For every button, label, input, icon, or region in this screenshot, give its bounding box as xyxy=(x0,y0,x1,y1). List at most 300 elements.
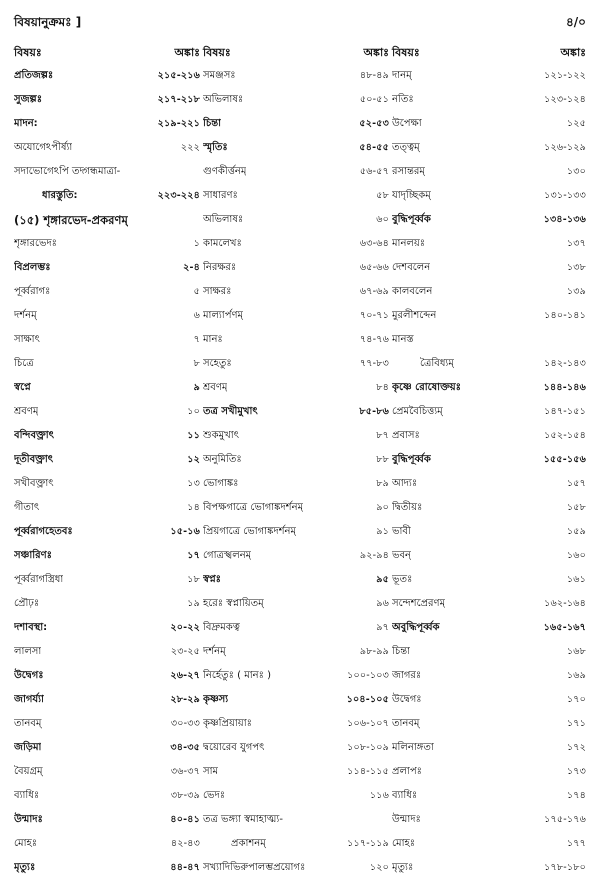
entry-page-range: ৫০-৫১ xyxy=(359,94,389,105)
index-entry xyxy=(14,760,200,784)
index-entry xyxy=(14,232,200,256)
entry-page-range: ৯২-৯৪ xyxy=(359,550,389,561)
entry-topic: শ্রবণম্ xyxy=(203,382,228,393)
index-entry xyxy=(14,640,200,664)
index-entry xyxy=(392,808,586,832)
index-entry xyxy=(392,232,586,256)
entry-page-range: ২২৩-২২৪ xyxy=(157,190,200,201)
entry-topic: প্রকাশনম্ xyxy=(231,838,266,849)
index-entry xyxy=(392,328,586,352)
entry-page-range: ১১৪-১১৫ xyxy=(347,766,389,777)
index-entry xyxy=(392,448,586,472)
index-entry xyxy=(392,856,586,880)
index-entry xyxy=(14,352,200,376)
entry-topic: দর্শনম্ xyxy=(203,646,226,657)
entry-topic: অবুদ্ধিপূর্ব্বক xyxy=(392,622,440,633)
entry-page-range: ২১৫-২১৬ xyxy=(157,70,200,81)
entry-page-range: ১৬২-১৬৪ xyxy=(544,598,586,609)
entry-topic: তানবম্ xyxy=(14,718,42,729)
index-entry xyxy=(14,376,200,400)
index-rows xyxy=(392,64,586,880)
entry-topic: সদাভোগেঽপি তদ্গন্ধমাত্রা- xyxy=(14,166,121,177)
index-rows xyxy=(203,64,389,880)
entry-page-range: ১৭২ xyxy=(566,742,586,753)
index-entry xyxy=(392,208,586,232)
entry-topic: নিরক্ষরঃ xyxy=(203,262,237,273)
entry-topic: ভাবী xyxy=(392,526,411,537)
index-entry xyxy=(14,616,200,640)
index-entry xyxy=(203,304,389,328)
entry-topic: প্রতিজল্পঃ xyxy=(14,70,54,81)
index-entry xyxy=(203,640,389,664)
entry-page-range: ১২০ xyxy=(369,862,389,873)
index-entry xyxy=(14,688,200,712)
index-entry xyxy=(14,544,200,568)
column-header-topic: বিষয়ঃ xyxy=(14,46,42,59)
entry-topic: মৃত্যুঃ xyxy=(14,862,36,873)
index-entry xyxy=(14,808,200,832)
entry-topic: চিত্রে xyxy=(14,358,34,369)
index-column-1 xyxy=(14,44,200,880)
index-entry xyxy=(14,424,200,448)
entry-topic: শুকমুখাৎ xyxy=(203,430,239,441)
entry-page-range: ১৭ xyxy=(187,550,200,561)
index-entry xyxy=(203,160,389,184)
index-entry xyxy=(392,640,586,664)
index-entry xyxy=(203,280,389,304)
entry-page-range: ১৭৮-১৮০ xyxy=(544,862,586,873)
index-entry xyxy=(14,256,200,280)
entry-topic: দেশবলেন xyxy=(392,262,431,273)
entry-topic: যাদৃচ্ছিকম্ xyxy=(392,190,431,201)
index-entry xyxy=(203,616,389,640)
entry-topic: বৈয়গ্রম্ xyxy=(14,766,43,777)
index-entry xyxy=(14,400,200,424)
entry-topic: হরেঃ স্বপ্নায়িতম্ xyxy=(203,598,264,609)
entry-topic: জাগরঃ xyxy=(392,670,422,681)
index-entry xyxy=(14,448,200,472)
entry-topic: বুদ্ধিপূর্ব্বক xyxy=(392,214,431,225)
entry-topic: কালবলেন xyxy=(392,286,433,297)
entry-topic: মুরলীশব্দেন xyxy=(392,310,437,321)
entry-topic: ধারস্তুতি: xyxy=(42,190,78,201)
entry-page-range: ১৬৯ xyxy=(566,670,586,681)
index-entry xyxy=(203,520,389,544)
index-entry xyxy=(203,232,389,256)
entry-page-range: ১৪২-১৪৩ xyxy=(544,358,586,369)
entry-page-range: ২৮-২৯ xyxy=(170,694,200,705)
index-entry xyxy=(14,472,200,496)
entry-topic: ত্রৈবিধ্যম্ xyxy=(420,358,454,369)
index-entry xyxy=(14,328,200,352)
index-entry xyxy=(203,208,389,232)
entry-page-range: ২০-২২ xyxy=(170,622,200,633)
entry-page-range: ১০৬-১০৭ xyxy=(347,718,389,729)
index-entry xyxy=(203,112,389,136)
index-entry xyxy=(14,520,200,544)
index-entry xyxy=(14,280,200,304)
entry-topic: উদ্বেগঃ xyxy=(392,694,422,705)
index-entry xyxy=(14,736,200,760)
entry-topic: স্বপ্নঃ xyxy=(203,574,221,585)
entry-page-range: ৯৫ xyxy=(376,574,389,585)
entry-page-range: ৪৮-৪৯ xyxy=(359,70,389,81)
entry-topic: মলিনাঙ্গতা xyxy=(392,742,434,753)
index-columns xyxy=(14,44,586,873)
entry-page-range: ১০০-১০৩ xyxy=(347,670,389,681)
index-entry xyxy=(14,88,200,112)
entry-page-range: ৭৭-৮৩ xyxy=(359,358,389,369)
entry-page-range: ৯৭ xyxy=(376,622,389,633)
index-entry xyxy=(14,160,200,184)
index-entry xyxy=(203,88,389,112)
index-entry xyxy=(14,568,200,592)
entry-page-range: ১২৫ xyxy=(566,118,586,129)
index-entry xyxy=(14,208,200,232)
entry-page-range: ১৪০-১৪১ xyxy=(544,310,586,321)
entry-page-range: ১৭৩ xyxy=(566,766,586,777)
entry-page-range: ১৩০ xyxy=(566,166,586,177)
index-entry xyxy=(392,520,586,544)
column-header-topic: বিষয়ঃ xyxy=(203,46,231,59)
entry-page-range: ৬৭-৬৯ xyxy=(359,286,389,297)
entry-page-range: ১৩৮ xyxy=(566,262,586,273)
entry-page-range: ৭ xyxy=(193,334,200,345)
index-entry xyxy=(392,112,586,136)
index-entry xyxy=(203,568,389,592)
entry-page-range: ১৪ xyxy=(187,502,200,513)
entry-topic: অযোগেঽপীর্ষ্যা xyxy=(14,142,73,153)
entry-topic: সঞ্চারিণঃ xyxy=(14,550,52,561)
index-entry xyxy=(203,688,389,712)
entry-page-range: ১৩৯ xyxy=(566,286,586,297)
entry-page-range: ৮৮ xyxy=(376,454,389,465)
entry-topic: তত্ত্বম্ xyxy=(392,142,420,153)
column-header-page: অঙ্কাঃ xyxy=(560,46,586,59)
entry-page-range: ৮ xyxy=(193,358,200,369)
entry-page-range: ৮৯ xyxy=(376,478,389,489)
index-entry xyxy=(392,496,586,520)
entry-topic: পূর্ব্বরাগহেতবঃ xyxy=(14,526,73,537)
entry-page-range: ১১৬ xyxy=(369,790,389,801)
entry-page-range: ১১ xyxy=(187,430,200,441)
entry-topic: অনুমিতিঃ xyxy=(203,454,242,465)
index-entry xyxy=(392,304,586,328)
entry-topic: বুদ্ধিপূর্ব্বক xyxy=(392,454,431,465)
entry-page-range: ১০৮-১০৯ xyxy=(347,742,389,753)
entry-page-range: ১৫২-১৫৪ xyxy=(544,430,586,441)
entry-page-range: ১৫-১৬ xyxy=(170,526,200,537)
column-header xyxy=(14,44,200,62)
entry-topic: সুজল্পঃ xyxy=(14,94,43,105)
index-entry xyxy=(14,664,200,688)
entry-page-range: ১৭০ xyxy=(566,694,586,705)
index-entry xyxy=(392,472,586,496)
entry-topic: জড়িমা xyxy=(14,742,42,753)
index-entry xyxy=(14,136,200,160)
index-entry xyxy=(392,760,586,784)
entry-page-range: ২-৪ xyxy=(183,262,200,273)
entry-page-range: ১৫৮ xyxy=(566,502,586,513)
index-entry xyxy=(14,496,200,520)
entry-page-range: ১৫৯ xyxy=(566,526,586,537)
entry-page-range: ১৩ xyxy=(187,478,200,489)
entry-page-range: ১ xyxy=(193,238,200,249)
entry-topic: উন্মাদঃ xyxy=(14,814,43,825)
entry-page-range: ১৫৭ xyxy=(566,478,586,489)
entry-topic: উদ্বেগঃ xyxy=(14,670,44,681)
entry-topic: ভবন্ xyxy=(392,550,411,561)
entry-page-range: ১২৬-১২৯ xyxy=(544,142,586,153)
index-entry xyxy=(203,496,389,520)
entry-page-range: ১৪৪-১৪৬ xyxy=(543,382,586,393)
index-column-2 xyxy=(203,44,389,880)
entry-topic: বিপ্রলম্ভঃ xyxy=(14,262,51,273)
column-header xyxy=(203,44,389,62)
entry-topic: পূর্ব্বরাগঃ xyxy=(14,286,51,297)
index-entry xyxy=(392,736,586,760)
index-entry xyxy=(203,352,389,376)
entry-topic: বিপক্ষগাত্রে ভোগাঙ্কদর্শনম্ xyxy=(203,502,304,513)
entry-page-range: ৬০ xyxy=(376,214,389,225)
entry-topic: গুণকীর্ত্তনম্ xyxy=(203,166,247,177)
index-entry xyxy=(14,304,200,328)
entry-page-range: ৪০-৪১ xyxy=(170,814,200,825)
entry-topic: স্মৃতিঃ xyxy=(203,142,228,153)
index-entry xyxy=(14,184,200,208)
entry-topic: মানস্ত xyxy=(392,334,414,345)
entry-page-range: ৫২-৫৩ xyxy=(359,118,389,129)
entry-topic: প্রিয়গাত্রে ভোগাঙ্কদর্শনম্ xyxy=(203,526,297,537)
entry-topic: দানম্ xyxy=(392,70,412,81)
entry-topic: উন্মাদঃ xyxy=(392,814,421,825)
entry-topic: কামলেখঃ xyxy=(203,238,242,249)
entry-page-range: ৬ xyxy=(193,310,200,321)
entry-page-range: ৫ xyxy=(193,286,200,297)
index-entry xyxy=(203,424,389,448)
entry-page-range: ৩০-৩৩ xyxy=(170,718,200,729)
index-entry xyxy=(392,136,586,160)
entry-topic: সাম xyxy=(203,766,219,777)
entry-page-range: ২১৯-২২১ xyxy=(157,118,200,129)
index-entry xyxy=(14,784,200,808)
entry-topic: চিন্তা xyxy=(203,118,222,129)
entry-page-range: ৭৪-৭৬ xyxy=(359,334,389,345)
entry-topic: মানঃ xyxy=(203,334,223,345)
index-entry xyxy=(392,376,586,400)
entry-page-range: ৮৫-৮৬ xyxy=(359,406,389,417)
entry-page-range: ১৭১ xyxy=(566,718,586,729)
entry-topic: দ্বয়োরেব যুগপৎ xyxy=(203,742,265,753)
entry-topic: কৃষ্ণে রোষোক্তয়ঃ xyxy=(392,382,462,393)
entry-page-range: ৮৭ xyxy=(376,430,389,441)
entry-topic: বিদ্রুমকত্ব xyxy=(203,622,240,633)
index-entry xyxy=(203,328,389,352)
column-header-topic: বিষয়ঃ xyxy=(392,46,420,59)
column-header-page: অঙ্কাঃ xyxy=(363,46,389,59)
entry-topic: সখীবক্ত্রাৎ xyxy=(14,478,54,489)
entry-page-range: ১১৭-১১৯ xyxy=(347,838,389,849)
entry-topic: ভেদঃ xyxy=(203,790,226,801)
entry-page-range: ৭০-৭১ xyxy=(359,310,389,321)
index-entry xyxy=(203,448,389,472)
entry-topic: দশাবস্থা: xyxy=(14,622,48,633)
entry-topic: সন্দেশপ্রেরণম্ xyxy=(392,598,446,609)
entry-page-range: ১৩৪-১৩৬ xyxy=(543,214,586,225)
entry-topic: বন্দিবক্ত্রাৎ xyxy=(14,430,54,441)
entry-page-range: ১৭৫-১৭৬ xyxy=(544,814,586,825)
index-entry xyxy=(203,736,389,760)
entry-topic: ব্যাধিঃ xyxy=(392,790,418,801)
entry-topic: সহেতুঃ xyxy=(203,358,232,369)
entry-topic: প্রৌঢ়ঃ xyxy=(14,598,40,609)
index-entry xyxy=(203,832,389,856)
index-entry xyxy=(203,136,389,160)
entry-page-range: ৯১ xyxy=(376,526,389,537)
entry-page-range: ৬৩-৬৪ xyxy=(359,238,389,249)
index-entry xyxy=(203,400,389,424)
entry-page-range: ১৬৮ xyxy=(566,646,586,657)
entry-page-range: ৫৬-৫৭ xyxy=(359,166,389,177)
index-entry xyxy=(203,544,389,568)
entry-page-range: ১৬০ xyxy=(566,550,586,561)
entry-page-range: ১৫৫-১৫৬ xyxy=(543,454,586,465)
column-header-page: অঙ্কাঃ xyxy=(174,46,200,59)
index-entry xyxy=(203,376,389,400)
index-entry xyxy=(203,184,389,208)
entry-topic: মোহঃ xyxy=(14,838,38,849)
entry-page-range: ১২৩-১২৪ xyxy=(544,94,586,105)
entry-topic: নির্হেতুঃ ( মানঃ ) xyxy=(203,670,272,681)
index-entry xyxy=(203,784,389,808)
index-entry xyxy=(392,568,586,592)
index-entry xyxy=(203,472,389,496)
entry-page-range: ৬৫-৬৬ xyxy=(359,262,389,273)
entry-topic: মাদন: xyxy=(14,118,38,129)
entry-topic: শ্রবণম্ xyxy=(14,406,39,417)
entry-page-range: ১৪৭-১৫১ xyxy=(544,406,586,417)
index-entry xyxy=(392,352,586,376)
index-entry xyxy=(392,424,586,448)
index-entry xyxy=(392,280,586,304)
entry-topic: গীতাৎ xyxy=(14,502,40,513)
entry-page-range: ৩৮-৩৯ xyxy=(170,790,200,801)
index-entry xyxy=(203,64,389,88)
index-entry xyxy=(392,544,586,568)
index-entry xyxy=(203,592,389,616)
entry-topic: আদ্যঃ xyxy=(392,478,418,489)
index-entry xyxy=(14,64,200,88)
entry-page-range: ৯ xyxy=(193,382,200,393)
entry-page-range: ৯৮-৯৯ xyxy=(359,646,389,657)
entry-topic: অভিলাষঃ xyxy=(203,214,244,225)
entry-topic: মাল্যার্পণম্ xyxy=(203,310,244,321)
index-entry xyxy=(392,160,586,184)
entry-topic: গোত্রস্খলনম্ xyxy=(203,550,252,561)
index-entry xyxy=(392,256,586,280)
index-entry xyxy=(14,856,200,880)
index-entry xyxy=(14,112,200,136)
index-entry xyxy=(392,88,586,112)
page-number: ৪/০ xyxy=(566,15,586,29)
entry-page-range: ১২১-১২২ xyxy=(544,70,586,81)
entry-topic: ব্যাধিঃ xyxy=(14,790,40,801)
entry-topic: চিন্তা xyxy=(392,646,411,657)
entry-page-range: ২১৭-২১৮ xyxy=(157,94,200,105)
entry-page-range: ৪৪-৪৭ xyxy=(170,862,200,873)
entry-topic: প্রবাসঃ xyxy=(392,430,420,441)
index-entry xyxy=(392,184,586,208)
page-title: বিষয়ানুক্রমঃ ] xyxy=(14,15,82,29)
entry-topic: দূতীবক্ত্রাৎ xyxy=(14,454,54,465)
entry-topic: মানলয়ঃ xyxy=(392,238,426,249)
entry-page-range: ৯০ xyxy=(376,502,389,513)
index-rows xyxy=(14,64,200,880)
entry-topic: (১৫) শৃঙ্গারভেদ-প্রকরণম্ xyxy=(14,213,128,227)
entry-topic: তত্র ভঙ্গ্যা স্বমাহাত্ম্য- xyxy=(203,814,283,825)
index-entry xyxy=(203,808,389,832)
entry-topic: রসান্তরম্ xyxy=(392,166,425,177)
entry-topic: সাধারণঃ xyxy=(203,190,238,201)
index-entry xyxy=(392,784,586,808)
entry-topic: প্রলাপঃ xyxy=(392,766,422,777)
entry-topic: দর্শনম্ xyxy=(14,310,37,321)
index-entry xyxy=(203,664,389,688)
index-entry xyxy=(392,664,586,688)
index-entry xyxy=(14,832,200,856)
entry-page-range: ২৬-২৭ xyxy=(170,670,200,681)
entry-topic: সাক্ষাৎ xyxy=(14,334,40,345)
entry-page-range: ৫৪-৫৫ xyxy=(359,142,389,153)
entry-page-range: ১৩৭ xyxy=(566,238,586,249)
entry-page-range: ৫৮ xyxy=(376,190,389,201)
index-entry xyxy=(14,592,200,616)
index-entry xyxy=(392,616,586,640)
entry-page-range: ৩৬-৩৭ xyxy=(170,766,200,777)
index-entry xyxy=(392,712,586,736)
index-entry xyxy=(392,688,586,712)
entry-topic: কৃষ্ণস্য xyxy=(203,694,229,705)
entry-topic: অভিলাষঃ xyxy=(203,94,244,105)
entry-topic: তানবম্ xyxy=(392,718,420,729)
entry-topic: মোহঃ xyxy=(392,838,416,849)
column-header xyxy=(392,44,586,62)
entry-page-range: ১৬১ xyxy=(566,574,586,585)
entry-page-range: ১৭৪ xyxy=(566,790,586,801)
entry-page-range: ১০৪-১০৫ xyxy=(346,694,389,705)
entry-page-range: ৯৬ xyxy=(376,598,389,609)
index-entry xyxy=(392,832,586,856)
entry-page-range: ১৮ xyxy=(187,574,200,585)
index-entry xyxy=(203,760,389,784)
entry-page-range: ১৯ xyxy=(187,598,200,609)
entry-topic: তত্র সখীমুখাৎ xyxy=(203,406,258,417)
entry-topic: ভূতঃ xyxy=(392,574,413,585)
entry-page-range: ৮৪ xyxy=(376,382,389,393)
entry-topic: স্বপ্নে xyxy=(14,382,31,393)
entry-topic: শৃঙ্গারভেদঃ xyxy=(14,238,58,249)
entry-topic: প্রেমবৈচিত্ত্যম্ xyxy=(392,406,443,417)
index-entry xyxy=(392,592,586,616)
entry-page-range: ১০ xyxy=(187,406,200,417)
page-header xyxy=(14,14,586,36)
index-column-3 xyxy=(392,44,586,880)
index-entry xyxy=(392,64,586,88)
entry-page-range: ১৭৭ xyxy=(566,838,586,849)
entry-topic: দ্বিতীয়ঃ xyxy=(392,502,423,513)
entry-topic: সাক্ষরঃ xyxy=(203,286,232,297)
entry-topic: নতিঃ xyxy=(392,94,414,105)
